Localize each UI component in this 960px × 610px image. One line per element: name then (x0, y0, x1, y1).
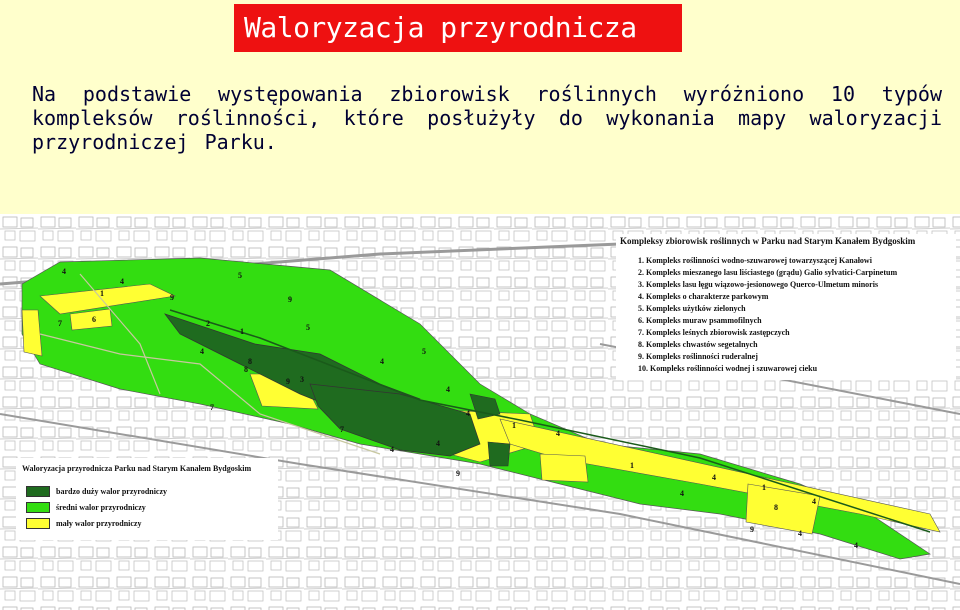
medium-value-swatch (26, 502, 50, 513)
value-legend-label: bardzo duży walor przyrodniczy (56, 487, 168, 496)
map-label: 7 (58, 319, 62, 328)
complex-legend-item: 7. Kompleks leśnych zbiorowisk zastępczych (638, 328, 790, 337)
map-label: 4 (798, 529, 802, 538)
complex-legend-item: 6. Kompleks muraw psammofilnych (638, 316, 762, 325)
map-label: 4 (62, 267, 66, 276)
complex-legend-item: 1. Kompleks roślinności wodno-szuwarowej towarzyszącej Kanałowi (638, 256, 872, 265)
complex-legend (616, 234, 956, 380)
complex-legend-item: 5. Kompleks użytków zielonych (638, 304, 746, 313)
map-label: 4 (812, 497, 816, 506)
map-label: 3 (300, 375, 304, 384)
complex-legend-item: 4. Kompleks o charakterze parkowym (638, 292, 769, 301)
complex-legend-item: 3. Kompleks lasu łęgu wiązowo-jesionowego Querco-Ulmetum minoris (638, 280, 879, 289)
map-label: 4 (200, 347, 204, 356)
low-value-swatch (26, 518, 50, 529)
map-label: 5 (306, 323, 310, 332)
map-label: 5 (238, 271, 242, 280)
map-label: 4 (854, 541, 858, 550)
map-label: 7 (340, 425, 344, 434)
map-label: 5 (422, 347, 426, 356)
page-title: Waloryzacja przyrodnicza (244, 11, 637, 44)
map-label: 9 (286, 377, 290, 386)
map-label: 4 (436, 439, 440, 448)
map-label: 9 (170, 293, 174, 302)
map-label: 4 (120, 277, 124, 286)
complex-legend-item: 8. Kompleks chwastów segetalnych (638, 340, 758, 349)
map-label: 1 (512, 421, 516, 430)
map-label: 9 (288, 295, 292, 304)
map-label: 6 (92, 315, 96, 324)
map-label: 4 (712, 473, 716, 482)
complex-legend-title: Kompleksy zbiorowisk roślinnych w Parku nad Starym Kanałem Bydgoskim (620, 236, 916, 246)
value-legend-label: mały walor przyrodniczy (56, 519, 142, 528)
park-map (0, 214, 960, 610)
map-label: 1 (630, 461, 634, 470)
map-label: 4 (680, 489, 684, 498)
high-value-swatch (26, 486, 50, 497)
map-label: 4 (390, 445, 394, 454)
title-banner (234, 4, 682, 52)
map-label: 4 (556, 429, 560, 438)
map-label: 8 (774, 503, 778, 512)
intro-text: Na podstawie występowania zbiorowisk roślinnych wyróżniono 10 typów kompleksów roślinności, które posłużyły do wykonania mapy waloryzacji przyrodniczej Parku. (32, 82, 942, 154)
map-label: 4 (380, 357, 384, 366)
map-label: 1 (240, 327, 244, 336)
map-label: 1 (100, 289, 104, 298)
map-label: 9 (456, 469, 460, 478)
map-label: 2 (206, 319, 210, 328)
complex-legend-item: 10. Kompleks roślinności wodnej i szuwarowej cieku (638, 364, 818, 373)
value-legend (16, 458, 278, 540)
complex-legend-item: 2. Kompleks mieszanego lasu liściastego (grądu) Galio sylvatici-Carpinetum (638, 268, 898, 277)
map-label: 8 (248, 357, 252, 366)
value-legend-title: Waloryzacja przyrodnicza Parku nad Starym Kanałem Bydgoskim (22, 464, 252, 473)
map-label: 8 (244, 365, 248, 374)
map-label: 1 (762, 483, 766, 492)
complex-legend-item: 9. Kompleks roślinności ruderalnej (638, 352, 758, 361)
value-legend-label: średni walor przyrodniczy (56, 503, 146, 512)
map-label: 4 (466, 409, 470, 418)
map-label: 9 (750, 525, 754, 534)
map-label: 7 (210, 403, 214, 412)
map-label: 4 (446, 385, 450, 394)
